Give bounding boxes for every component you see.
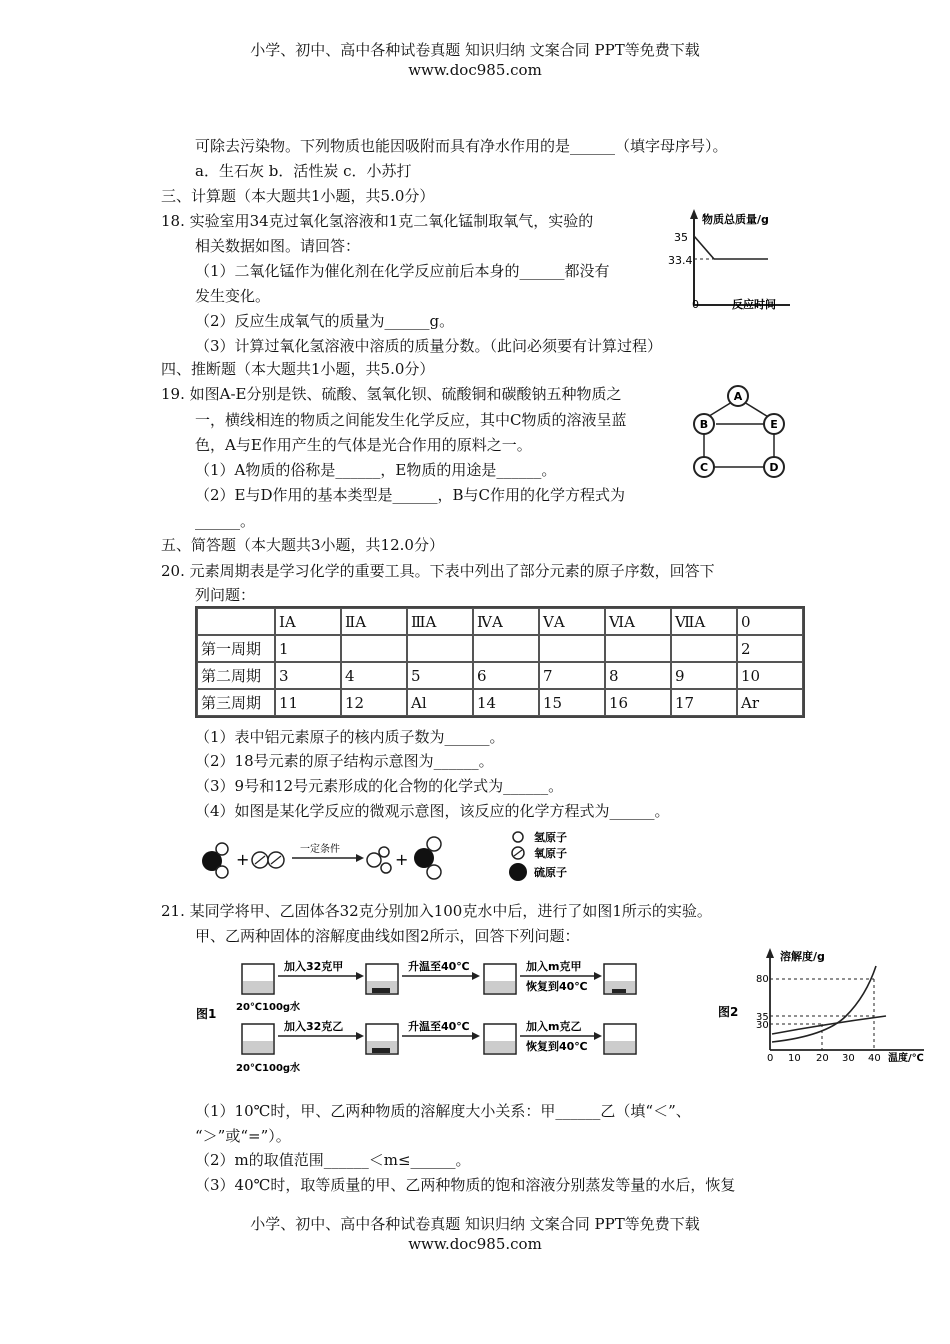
table-cell: 14 [473,689,539,716]
header-url: www.doc985.com [408,61,542,79]
legend-sulfur-label: 硫原子 [534,866,567,879]
row2-step2: 升温至40℃ [408,1020,470,1033]
table-cell: 8 [605,662,671,689]
table-cell: Al [407,689,473,716]
q18-part3: （3）计算过氧化氢溶液中溶质的质量分数。（此问必须要有计算过程） [195,337,663,355]
q18-stem-2: 相关数据如图。请回答： [195,237,361,255]
table-cell: 17 [671,689,737,716]
beaker-solution [485,981,515,993]
q21-stem-2: 甲、乙两种固体的溶解度曲线如图2所示，回答下列问题： [195,927,580,945]
flow-arrowhead [356,972,364,980]
table-cell: 0 [737,608,803,635]
table-cell: ⅡA [341,608,407,635]
table-cell: ⅥA [605,608,671,635]
y-axis-label: 溶解度/g [780,950,825,963]
oxygen-atom [427,865,441,879]
x-tick-10: 10 [788,1053,801,1064]
footer-line-1: 小学、初中、高中各种试卷真题 知识归纳 文案合同 PPT等免费下载 [250,1215,700,1233]
row1-step3: 加入m克甲 [526,960,582,973]
table-cell [197,608,275,635]
table-cell: 16 [605,689,671,716]
table-cell: 5 [407,662,473,689]
q20-part1: （1）表中铝元素原子的核内质子数为______。 [195,728,505,746]
edge-a-e [744,402,770,418]
legend-sulfur-icon [509,863,527,881]
table-cell: ⅣA [473,608,539,635]
periodic-table [195,606,805,718]
table-row [197,635,803,662]
table-cell: 第二周期 [197,662,275,689]
beaker-solution [485,1041,515,1053]
row2-step1: 加入32克乙 [284,1020,344,1033]
y-axis-arrow [690,209,698,219]
oxygen-atom [427,837,441,851]
table-cell: 6 [473,662,539,689]
table-cell: 9 [671,662,737,689]
table-cell [473,635,539,662]
beaker-solid [372,988,390,993]
x-tick-20: 20 [816,1053,829,1064]
table-cell: ⅠA [275,608,341,635]
flow-arrowhead [472,1032,480,1040]
row1-water-label: 20℃100g水 [236,1002,301,1013]
x-tick-40: 40 [868,1053,881,1064]
table-cell: 3 [275,662,341,689]
table-cell [605,635,671,662]
reaction-condition: 一定条件 [300,844,340,855]
section-3-heading: 三、计算题（本大题共1小题，共5.0分） [161,187,435,205]
y-tick-80: 80 [756,974,769,985]
plus-sign: + [236,850,250,869]
y-tick-30: 30 [756,1020,769,1031]
footer-url: www.doc985.com [408,1235,542,1253]
plus-sign: + [395,850,409,869]
legend-hydrogen-label: 氢原子 [534,831,567,844]
table-cell [671,635,737,662]
section-5-heading: 五、简答题（本大题共3小题，共12.0分） [161,536,444,554]
section-4-heading: 四、推断题（本大题共1小题，共5.0分） [161,360,435,378]
legend-oxygen-label: 氧原子 [534,847,567,860]
q19-stem-3: 色，A与E作用产生的气体是光合作用的原料之一。 [195,436,532,454]
q19-part2a: （2）E与D作用的基本类型是______，B与C作用的化学方程式为 [195,486,626,504]
curve-yi [772,1016,886,1034]
oxygen-atom [367,853,381,867]
row1-step4: 恢复到40℃ [526,980,588,993]
mass-decrease-line [694,236,714,259]
table-cell: 15 [539,689,605,716]
node-a-label: A [733,390,743,403]
table-row [197,689,803,716]
row2-water-label: 20℃100g水 [236,1063,301,1074]
table-cell [407,635,473,662]
hydrogen-atom [216,843,228,855]
node-b-label: B [699,418,709,431]
table-cell: ⅤA [539,608,605,635]
table-cell: ⅢA [407,608,473,635]
beaker-water [243,981,273,993]
q18-part2: （2）反应生成氧气的质量为______g。 [195,312,455,330]
row2-step3: 加入m克乙 [526,1020,582,1033]
q21-part3: （3）40℃时，取等质量的甲、乙两种物质的饱和溶液分别蒸发等量的水后，恢复 [195,1176,736,1194]
q21-part1a: （1）10℃时，甲、乙两种物质的溶解度大小关系：甲______乙（填“＜”、 [195,1102,691,1120]
q17-continuation: 可除去污染物。下列物质也能因吸附而具有净水作用的是______（填字母序号）。 [195,137,728,155]
q21-figure-1 [194,954,644,1076]
table-cell: 2 [737,635,803,662]
q20-part2: （2）18号元素的原子结构示意图为______。 [195,752,494,770]
flow-arrowhead [594,1032,602,1040]
beaker-water [243,1041,273,1053]
table-cell: 1 [275,635,341,662]
q19-stem-1: 19. 如图A-E分别是铁、硫酸、氢氧化钡、硫酸铜和碳酸钠五种物质之 [161,385,622,403]
y-axis-label: 物质总质量/g [702,213,769,226]
q18-part1b: 发生变化。 [195,287,271,305]
table-row [197,662,803,689]
q19-network-figure [686,384,796,482]
table-header-row [197,608,803,635]
q19-stem-2: 一，横线相连的物质之间能发生化学反应，其中C物质的溶液呈蓝 [195,411,627,429]
q20-stem-2: 列问题： [195,586,256,604]
q18-mass-time-figure [668,207,792,311]
y-tick-33-4: 33.4 [668,254,693,267]
y-axis-arrow [766,948,774,958]
q19-part2b: ______。 [195,512,256,530]
table-cell: ⅦA [671,608,737,635]
origin-label: 0 [692,298,699,311]
node-d-label: D [769,461,779,474]
legend-hydrogen-icon [513,832,523,842]
table-cell: 10 [737,662,803,689]
table-cell: 第一周期 [197,635,275,662]
q18-part1a: （1）二氧化锰作为催化剂在化学反应前后本身的______都没有 [195,262,610,280]
table-cell: 12 [341,689,407,716]
table-cell: 4 [341,662,407,689]
x-tick-0: 0 [767,1053,774,1064]
figure-2-label: 图2 [718,1005,739,1019]
q21-figure-2-solubility-chart [716,946,936,1072]
header-line-1: 小学、初中、高中各种试卷真题 知识归纳 文案合同 PPT等免费下载 [250,41,700,59]
q21-part1b: “＞”或“=”）。 [195,1127,291,1145]
q17-options: a．生石灰 b．活性炭 c．小苏打 [195,162,412,180]
node-e-label: E [770,418,778,431]
hydrogen-atom [216,866,228,878]
table-cell [539,635,605,662]
table-cell: 第三周期 [197,689,275,716]
table-cell [341,635,407,662]
row2-step4: 恢复到40℃ [526,1040,588,1053]
table-cell: 11 [275,689,341,716]
q21-stem-1: 21. 某同学将甲、乙固体各32克分别加入100克水中后，进行了如图1所示的实验。 [161,902,712,920]
x-axis-label: 温度/℃ [888,1053,924,1064]
flow-arrowhead [594,972,602,980]
y-tick-35: 35 [674,231,688,244]
y-tick-35: 35 [756,1012,769,1023]
table-cell: 7 [539,662,605,689]
q19-part1: （1）A物质的俗称是______，E物质的用途是______。 [195,461,557,479]
beaker-solid [372,1048,390,1053]
q20-stem-1: 20. 元素周期表是学习化学的重要工具。下表中列出了部分元素的原子序数，回答下 [161,562,715,580]
table-cell: Ar [737,689,803,716]
figure-1-label: 图1 [196,1007,217,1021]
beaker-solid [612,989,626,993]
q20-part4: （4）如图是某化学反应的微观示意图，该反应的化学方程式为______。 [195,802,670,820]
beaker-solution [605,1041,635,1053]
q21-part2: （2）m的取值范围______＜m≤______。 [195,1151,471,1169]
q18-stem-1: 18. 实验室用34克过氧化氢溶液和1克二氧化锰制取氧气，实验的 [161,212,594,230]
hydrogen-atom [381,863,391,873]
x-tick-30: 30 [842,1053,855,1064]
row1-step1: 加入32克甲 [284,960,344,973]
x-axis-label: 反应时间 [732,298,776,311]
reaction-arrowhead [356,854,364,862]
node-c-label: C [699,461,709,474]
hydrogen-atom [379,847,389,857]
flow-arrowhead [356,1032,364,1040]
flow-arrowhead [472,972,480,980]
row1-step2: 升温至40℃ [408,960,470,973]
q20-part3: （3）9号和12号元素形成的化合物的化学式为______。 [195,777,564,795]
q20-reaction-figure [196,828,596,886]
